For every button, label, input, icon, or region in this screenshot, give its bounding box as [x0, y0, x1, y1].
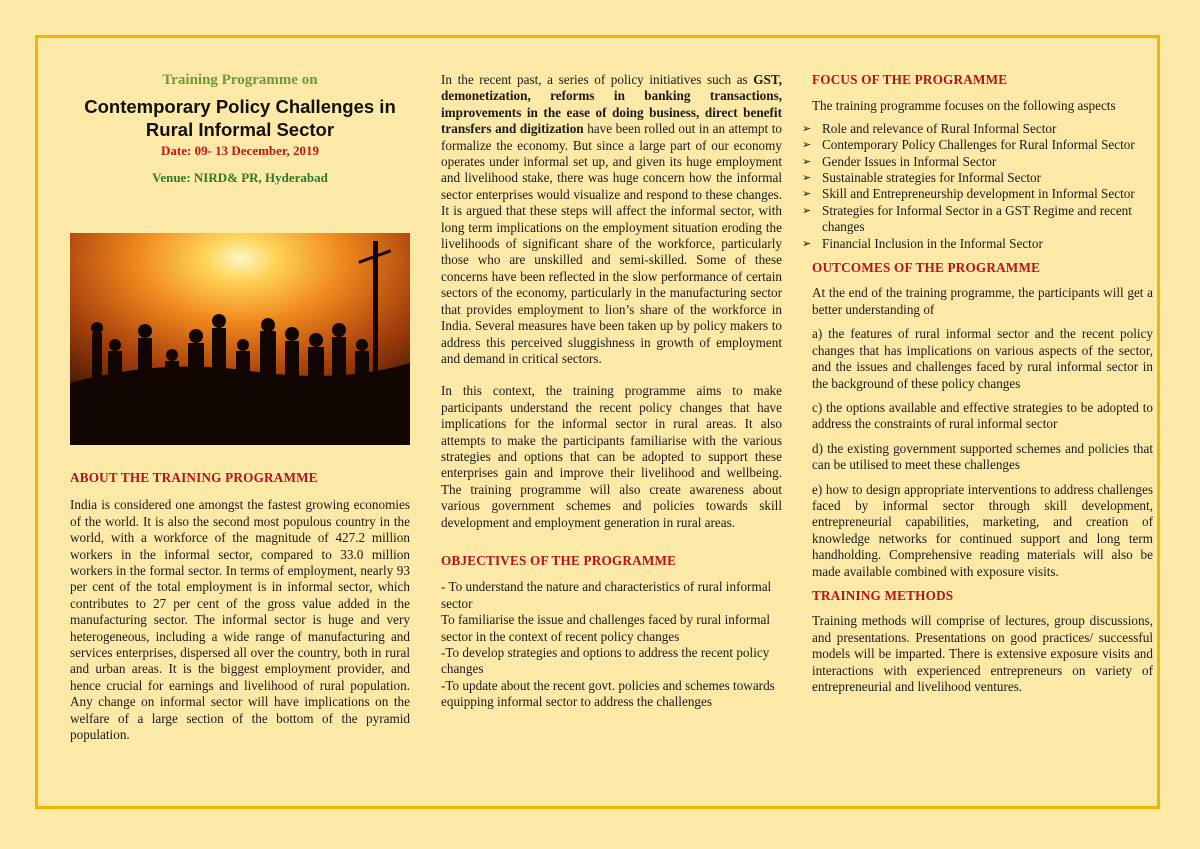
objective-line: -To develop strategies and options to address the recent policy changes: [441, 645, 770, 677]
intro-lead: In the recent past, a series of policy initiatives such as: [441, 72, 754, 87]
outcomes-heading: OUTCOMES OF THE PROGRAMME: [812, 260, 1041, 276]
sunset-workers-photo: [70, 233, 410, 445]
programme-kicker: Training Programme on: [162, 72, 318, 88]
about-heading: ABOUT THE TRAINING PROGRAMME: [70, 470, 318, 485]
focus-list: [812, 121, 1153, 252]
focus-item: ➢ Contemporary Policy Challenges for Rural Informal Sector: [812, 137, 1153, 153]
intro-policies: GST, demonetization, reforms in banking transactions, improvements in the ease of doing business, direct benefit transfers and digitization: [441, 72, 782, 137]
outcomes-intro: At the end of the training programme, the participants will get a better understanding of: [812, 285, 1153, 317]
focus-item: ➢ Strategies for Informal Sector in a GST Regime and recent changes: [812, 203, 1153, 236]
context-paragraph: In this context, the training programme aims to make participants understand the recent policy changes that have implications for the informal sector in rural areas. It also attempts to make the participants familiarise with the various strategies and options that can be adopted to support these enterprises gain and improve their livelihood and wellbeing. The training programme will also create awareness about various government schemes and policies towards skill development and employment generation in rural areas.: [441, 383, 782, 530]
about-text: India is considered one amongst the fastest growing economies of the world. It is also the second most populous country in the world, with a workforce of the magnitude of 427.2 million workers in the informal sector, compared to 33.0 million workers in the formal sector. In terms of employment, nearly 93 per cent of the total employment is in informal sector, which contributes to 27 per cent of the gross value added in the manufacturing sector. The informal sector is huge and very heterogeneous, including a wide range of manufacturing and services enterprises, dispersed all over the country, both in rural and urban areas. It is the biggest employment provider, and hence crucial for earnings and livelihood of rural population. Any change on informal sector will have implications on the welfare of a large section of the bottom of the pyramid population.: [70, 497, 410, 743]
focus-item: ➢ Role and relevance of Rural Informal Sector: [812, 121, 1153, 137]
objective-line: - To understand the nature and characteristics of rural informal sector: [441, 579, 772, 611]
column-right: [812, 72, 1153, 695]
programme-date: Date: 09- 13 December, 2019: [161, 143, 319, 159]
methods-text: Training methods will comprise of lectures, group discussions, and presentations. Presentations on good practices/ successful models will be imparted. There is extensive exposure visits and interactions with experienced entrepreneurs on variety of entrepreneurial and livelihood ventures.: [812, 613, 1153, 694]
focus-item: ➢ Sustainable strategies for Informal Sector: [812, 170, 1153, 186]
outcome-item: e) how to design appropriate interventions to address challenges faced by informal sector through skill development, entrepreneurial capabilities, marketing, and creation of knowledge networks for continued support and long term handholding. Comprehensive reading materials will also be made available combined with exposure visits.: [812, 481, 1153, 579]
objectives-heading: OBJECTIVES OF THE PROGRAMME: [441, 552, 677, 568]
intro-paragraph: [441, 72, 782, 367]
objective-line: To familiarise the issue and challenges faced by rural informal sector in the context of recent policy changes: [441, 612, 771, 644]
focus-heading: FOCUS OF THE PROGRAMME: [812, 72, 1008, 87]
focus-item: ➢ Financial Inclusion in the Informal Sector: [812, 236, 1153, 252]
column-middle: [441, 72, 782, 711]
intro-rest: have been rolled out in an attempt to formalize the economy. But since a large part of our economy operates under informal set up, and given its huge employment and livelihood stake, there was huge concern how the informal sector enterprises would visualize and respond to these changes. It is argued that these steps will affect the informal sector, with long term implications on the employment situation eroding the livelihoods of significant share of the workforce, particularly those who are unskilled and semi-skilled. Some of these concerns have been reflected in the slow performance of certain sectors of the economy, particularly in the manufacturing sector that provides employment to lion’s share of the workforce in India. Several measures have been taken up by policy makers to address this perceived sluggishness in growth of employment and demand in critical sectors.: [441, 121, 782, 366]
focus-item: ➢ Gender Issues in Informal Sector: [812, 154, 1153, 170]
objectives-list: [441, 579, 782, 710]
about-section: [70, 470, 410, 744]
outcome-item: c) the options available and effective strategies to be adopted to address the constraints of rural informal sector: [812, 399, 1153, 432]
focus-intro: The training programme focuses on the following aspects: [812, 98, 1116, 114]
focus-item: ➢ Skill and Entrepreneurship development in Informal Sector: [812, 186, 1153, 202]
objective-line: -To update about the recent govt. policies and schemes towards equipping informal sector to address the challenges: [441, 677, 775, 710]
programme-title: Contemporary Policy Challenges in Rural Informal Sector: [84, 96, 396, 141]
methods-heading: TRAINING METHODS: [812, 587, 954, 603]
outcome-item: d) the existing government supported schemes and policies that can be utilised to meet these challenges: [812, 440, 1153, 473]
outcome-item: a) the features of rural informal sector and the recent policy changes that has implications on various aspects of the sector, and the issues and challenges faced by rural informal sector in the background of these policy changes: [812, 326, 1153, 391]
column-left: [70, 72, 410, 186]
programme-venue: Venue: NIRD& PR, Hyderabad: [152, 169, 328, 185]
